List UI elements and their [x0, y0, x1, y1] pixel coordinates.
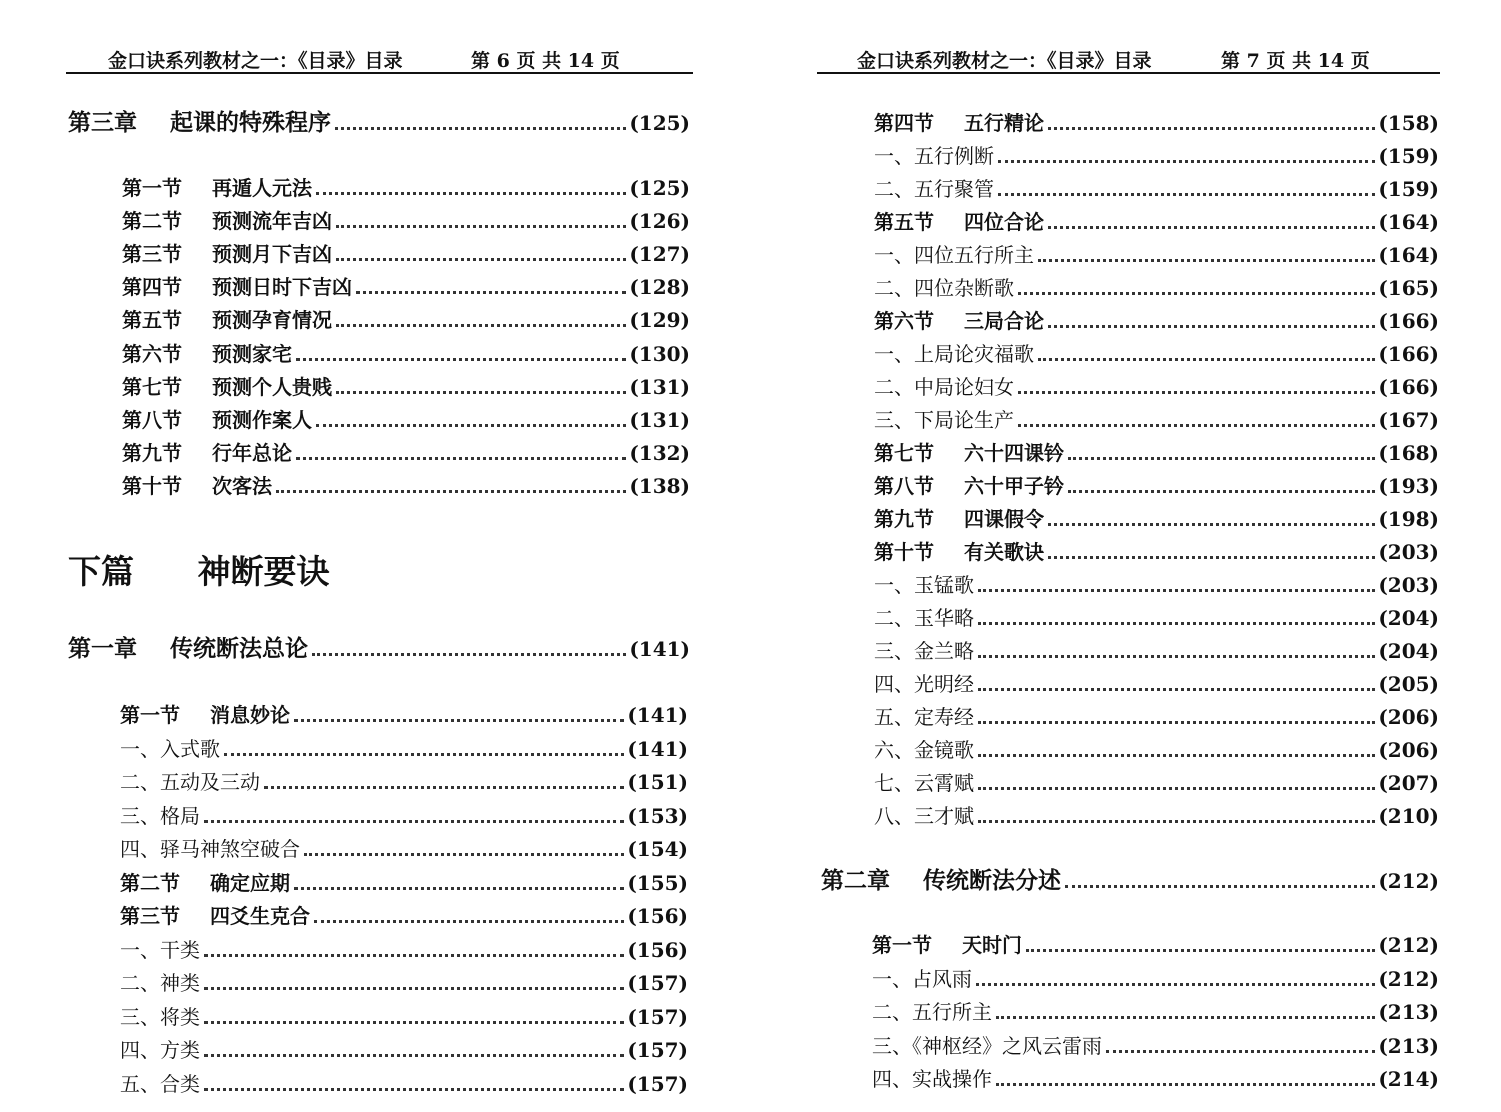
section-number: 第三节: [120, 904, 180, 928]
chapter-number: 第一章: [68, 635, 137, 662]
leader-dots: [998, 193, 1375, 196]
toc-subitem[interactable]: [874, 704, 1439, 730]
entry-title: 预测孕育情况: [212, 308, 332, 333]
header-title: 金口诀系列教材之一：《目录》目录: [108, 50, 403, 72]
leader-dots: [1038, 358, 1375, 361]
leader-dots: [294, 887, 624, 890]
leader-dots: [336, 324, 626, 327]
toc-subitem[interactable]: [874, 275, 1439, 301]
page-ref: (206): [1378, 738, 1439, 762]
leader-dots: [304, 853, 624, 856]
entry-title: 五行精论: [964, 111, 1044, 135]
toc-section[interactable]: [120, 702, 688, 728]
entry-title: 五、定寿经: [874, 705, 974, 729]
page-ref: (167): [1378, 408, 1439, 432]
leader-dots: [978, 655, 1375, 658]
toc-subitem[interactable]: [120, 803, 688, 829]
leader-dots: [204, 954, 624, 957]
page-ref: (206): [1378, 705, 1439, 729]
leader-dots: [978, 589, 1375, 592]
leader-dots: [1068, 457, 1375, 460]
section-number: 第一节: [872, 933, 932, 957]
leader-dots: [996, 1083, 1375, 1086]
entry-title: 四位合论: [964, 210, 1044, 234]
toc-section[interactable]: [874, 308, 1439, 334]
entry-title: 二、四位杂断歌: [874, 276, 1014, 300]
page-ref: (213): [1378, 1000, 1439, 1024]
entry-title: 三、将类: [120, 1004, 200, 1029]
toc-subitem[interactable]: [874, 605, 1439, 631]
toc-section[interactable]: [874, 110, 1439, 136]
leader-dots: [1018, 424, 1375, 427]
leader-dots: [204, 1054, 624, 1057]
entry-title: 二、五行所主: [872, 1000, 992, 1024]
entry-title: 天时门: [962, 933, 1022, 957]
section-number: 第九节: [874, 507, 934, 531]
page-ref: (141): [629, 637, 690, 661]
page-ref: (159): [1378, 144, 1439, 168]
page-ref: (141): [627, 736, 688, 761]
page-ref: (130): [629, 341, 690, 366]
leader-dots: [1048, 556, 1375, 559]
leader-dots: [276, 490, 626, 493]
entry-title: 八、三才赋: [874, 804, 974, 828]
leader-dots: [316, 424, 626, 427]
toc-chapter[interactable]: [821, 868, 1439, 894]
leader-dots: [316, 192, 626, 195]
leader-dots: [224, 753, 624, 756]
toc-subitem[interactable]: [874, 407, 1439, 433]
toc-section[interactable]: [874, 473, 1439, 499]
entry-title: 三、《神枢经》之风云雷雨: [872, 1033, 1102, 1058]
toc-section[interactable]: [874, 209, 1439, 235]
toc-section[interactable]: [122, 241, 690, 267]
leader-dots: [204, 987, 624, 990]
page-ref: (157): [627, 1038, 688, 1062]
entry-title: 四、光明经: [874, 672, 974, 696]
page-ref: (193): [1378, 474, 1439, 498]
page-ref: (157): [627, 1004, 688, 1029]
page-ref: (166): [1378, 342, 1439, 366]
toc-subitem[interactable]: [872, 1033, 1439, 1059]
toc-subitem[interactable]: [874, 143, 1439, 169]
section-number: 第八节: [874, 474, 934, 498]
entry-title: 三、下局论生产: [874, 408, 1014, 432]
page-ref: (127): [629, 242, 690, 267]
leader-dots: [1018, 391, 1375, 394]
entry-title: 一、占风雨: [872, 966, 972, 991]
page-ref: (210): [1378, 804, 1439, 828]
toc-subitem[interactable]: [120, 1004, 688, 1030]
part-title: 神断要诀: [197, 552, 330, 591]
entry-title: 预测作案人: [212, 407, 312, 432]
right-page: [817, 0, 1440, 1112]
toc-subitem[interactable]: [874, 176, 1439, 202]
leader-dots: [312, 653, 626, 656]
page-ref: (212): [1378, 869, 1439, 893]
leader-dots: [1106, 1050, 1375, 1053]
entry-title: 三局合论: [964, 309, 1044, 333]
toc-section[interactable]: [120, 870, 688, 896]
section-number: 第五节: [122, 308, 182, 333]
leader-dots: [996, 1016, 1375, 1019]
part-number: 下篇: [68, 552, 134, 591]
toc-subitem[interactable]: [872, 966, 1439, 992]
section-number: 第二节: [120, 870, 180, 895]
page-ref: (166): [1378, 375, 1439, 399]
chapter-title: 传统断法总论: [170, 635, 308, 662]
leader-dots: [204, 820, 624, 823]
page-ref: (131): [629, 407, 690, 432]
leader-dots: [978, 754, 1375, 757]
entry-title: 预测个人贵贱: [212, 374, 332, 399]
toc-section[interactable]: [122, 307, 690, 333]
entry-title: 预测流年吉凶: [212, 209, 332, 234]
leader-dots: [314, 920, 624, 923]
toc-section[interactable]: [872, 932, 1439, 958]
chapter-number: 第三章: [68, 109, 137, 136]
page-ref: (203): [1378, 540, 1439, 564]
page-ref: (204): [1378, 639, 1439, 663]
page-ref: (203): [1378, 573, 1439, 597]
toc-subitem[interactable]: [120, 769, 688, 795]
page-ref: (166): [1378, 309, 1439, 333]
section-number: 第九节: [122, 440, 182, 465]
entry-title: 五、合类: [120, 1071, 200, 1096]
leader-dots: [978, 820, 1375, 823]
toc-section[interactable]: [874, 440, 1439, 466]
entry-title: 一、玉锰歌: [874, 573, 974, 597]
page-ref: (214): [1378, 1067, 1439, 1091]
page-ref: (125): [629, 111, 690, 135]
toc-section[interactable]: [120, 903, 688, 929]
entry-title: 二、中局论妇女: [874, 375, 1014, 399]
entry-title: 三、金兰略: [874, 639, 974, 663]
leader-dots: [1026, 949, 1375, 952]
leader-dots: [1068, 490, 1375, 493]
toc-subitem[interactable]: [874, 770, 1439, 796]
page-ref: (157): [627, 1071, 688, 1096]
toc-section[interactable]: [122, 374, 690, 400]
chapter-title: 传统断法分述: [923, 867, 1061, 894]
header-page-number: 第 7 页 共 14 页: [1221, 50, 1370, 72]
entry-title: 三、格局: [120, 803, 200, 828]
toc-subitem[interactable]: [874, 737, 1439, 763]
toc-subitem[interactable]: [120, 1037, 688, 1063]
page-ref: (156): [627, 904, 688, 928]
page-ref: (129): [629, 308, 690, 333]
page-ref: (154): [627, 837, 688, 861]
section-number: 第一节: [122, 176, 182, 200]
section-number: 第十节: [122, 473, 182, 498]
page-ref: (204): [1378, 606, 1439, 630]
toc-section[interactable]: [122, 175, 690, 201]
entry-title: 次客法: [212, 473, 272, 498]
entry-title: 一、五行例断: [874, 144, 994, 168]
page-ref: (125): [629, 176, 690, 200]
page-ref: (151): [627, 770, 688, 794]
toc-subitem[interactable]: [874, 803, 1439, 829]
leader-dots: [356, 291, 626, 294]
entry-title: 四爻生克合: [210, 904, 310, 928]
entry-title: 再遁人元法: [212, 176, 312, 200]
entry-title: 六十甲子钤: [964, 474, 1064, 498]
leader-dots: [998, 160, 1375, 163]
section-number: 第七节: [874, 441, 934, 465]
section-number: 第一节: [120, 703, 180, 727]
toc-subitem[interactable]: [120, 937, 688, 963]
leader-dots: [296, 358, 626, 361]
entry-title: 确定应期: [210, 870, 290, 895]
entry-title: 一、干类: [120, 937, 200, 962]
section-number: 第七节: [122, 374, 182, 399]
toc-subitem[interactable]: [120, 970, 688, 996]
toc-section[interactable]: [122, 208, 690, 234]
toc-section[interactable]: [122, 440, 690, 466]
section-number: 第三节: [122, 242, 182, 267]
leader-dots: [296, 457, 626, 460]
part-heading: [68, 546, 330, 593]
section-number: 第四节: [122, 275, 182, 300]
toc-subitem[interactable]: [874, 341, 1439, 367]
section-number: 第八节: [122, 407, 182, 432]
toc-section[interactable]: [122, 341, 690, 367]
page-ref: (128): [629, 275, 690, 300]
page-ref: (168): [1378, 441, 1439, 465]
toc-subitem[interactable]: [874, 572, 1439, 598]
page-ref: (198): [1378, 507, 1439, 531]
page-ref: (213): [1378, 1033, 1439, 1058]
toc-section[interactable]: [122, 473, 690, 499]
chapter-title: 起课的特殊程序: [170, 109, 331, 136]
leader-dots: [1065, 885, 1375, 888]
entry-title: 二、五动及三动: [120, 770, 260, 794]
leader-dots: [335, 127, 626, 130]
chapter-number: 第二章: [821, 867, 890, 894]
toc-section[interactable]: [874, 506, 1439, 532]
toc-subitem[interactable]: [872, 999, 1439, 1025]
entry-title: 四课假令: [964, 507, 1044, 531]
entry-title: 消息妙论: [210, 703, 290, 727]
entry-title: 预测家宅: [212, 341, 292, 366]
section-number: 第五节: [874, 210, 934, 234]
toc-section[interactable]: [874, 539, 1439, 565]
page-ref: (207): [1378, 771, 1439, 795]
leader-dots: [1018, 292, 1375, 295]
entry-title: 一、四位五行所主: [874, 243, 1034, 267]
page-ref: (158): [1378, 111, 1439, 135]
entry-title: 一、上局论灾福歌: [874, 342, 1034, 366]
leader-dots: [336, 391, 626, 394]
leader-dots: [294, 719, 624, 722]
page-ref: (212): [1378, 933, 1439, 957]
toc-subitem[interactable]: [874, 374, 1439, 400]
leader-dots: [1048, 523, 1375, 526]
leader-dots: [264, 786, 624, 789]
toc-subitem[interactable]: [120, 1071, 688, 1097]
leader-dots: [978, 688, 1375, 691]
page-ref: (159): [1378, 177, 1439, 201]
entry-title: 预测日时下吉凶: [212, 275, 352, 300]
toc-section[interactable]: [122, 274, 690, 300]
page-ref: (205): [1378, 672, 1439, 696]
page-ref: (212): [1378, 966, 1439, 991]
page-ref: (164): [1378, 243, 1439, 267]
leader-dots: [976, 983, 1375, 986]
entry-title: 二、神类: [120, 971, 200, 995]
page-ref: (165): [1378, 276, 1439, 300]
toc-subitem[interactable]: [874, 242, 1439, 268]
page-header: [817, 44, 1440, 74]
entry-title: 行年总论: [212, 440, 292, 465]
page-ref: (155): [627, 870, 688, 895]
toc-subitem[interactable]: [874, 638, 1439, 664]
page-ref: (141): [627, 703, 688, 727]
entry-title: 四、驿马神煞空破合: [120, 837, 300, 861]
leader-dots: [336, 258, 626, 261]
entry-title: 七、云霄赋: [874, 771, 974, 795]
entry-title: 四、方类: [120, 1038, 200, 1062]
section-number: 第二节: [122, 209, 182, 234]
entry-title: 有关歌诀: [964, 540, 1044, 564]
toc-subitem[interactable]: [120, 836, 688, 862]
page-ref: (164): [1378, 210, 1439, 234]
leader-dots: [1038, 259, 1375, 262]
toc-subitem[interactable]: [120, 736, 688, 762]
leader-dots: [978, 622, 1375, 625]
leader-dots: [1048, 226, 1375, 229]
page-ref: (157): [627, 971, 688, 995]
header-title: 金口诀系列教材之一：《目录》目录: [857, 50, 1152, 72]
entry-title: 四、实战操作: [872, 1067, 992, 1091]
entry-title: 二、五行聚管: [874, 177, 994, 201]
page-ref: (126): [629, 209, 690, 234]
section-number: 第四节: [874, 111, 934, 135]
toc-chapter[interactable]: [68, 110, 690, 136]
page-ref: (132): [629, 440, 690, 465]
page-ref: (131): [629, 374, 690, 399]
entry-title: 六十四课钤: [964, 441, 1064, 465]
toc-subitem[interactable]: [874, 671, 1439, 697]
left-page: [66, 0, 693, 1112]
toc-subitem[interactable]: [872, 1066, 1439, 1092]
section-number: 第六节: [122, 341, 182, 366]
leader-dots: [204, 1088, 624, 1091]
page-ref: (153): [627, 803, 688, 828]
section-number: 第六节: [874, 309, 934, 333]
leader-dots: [336, 225, 626, 228]
entry-title: 二、玉华略: [874, 606, 974, 630]
leader-dots: [1048, 325, 1375, 328]
entry-title: 一、入式歌: [120, 736, 220, 761]
toc-chapter[interactable]: [68, 636, 690, 662]
section-number: 第十节: [874, 540, 934, 564]
leader-dots: [978, 787, 1375, 790]
leader-dots: [978, 721, 1375, 724]
entry-title: 六、金镜歌: [874, 738, 974, 762]
header-page-number: 第 6 页 共 14 页: [471, 50, 620, 72]
toc-section[interactable]: [122, 407, 690, 433]
entry-title: 预测月下吉凶: [212, 242, 332, 267]
page-ref: (156): [627, 937, 688, 962]
page-header: [66, 44, 693, 74]
leader-dots: [1048, 127, 1375, 130]
leader-dots: [204, 1021, 624, 1024]
page-ref: (138): [629, 473, 690, 498]
